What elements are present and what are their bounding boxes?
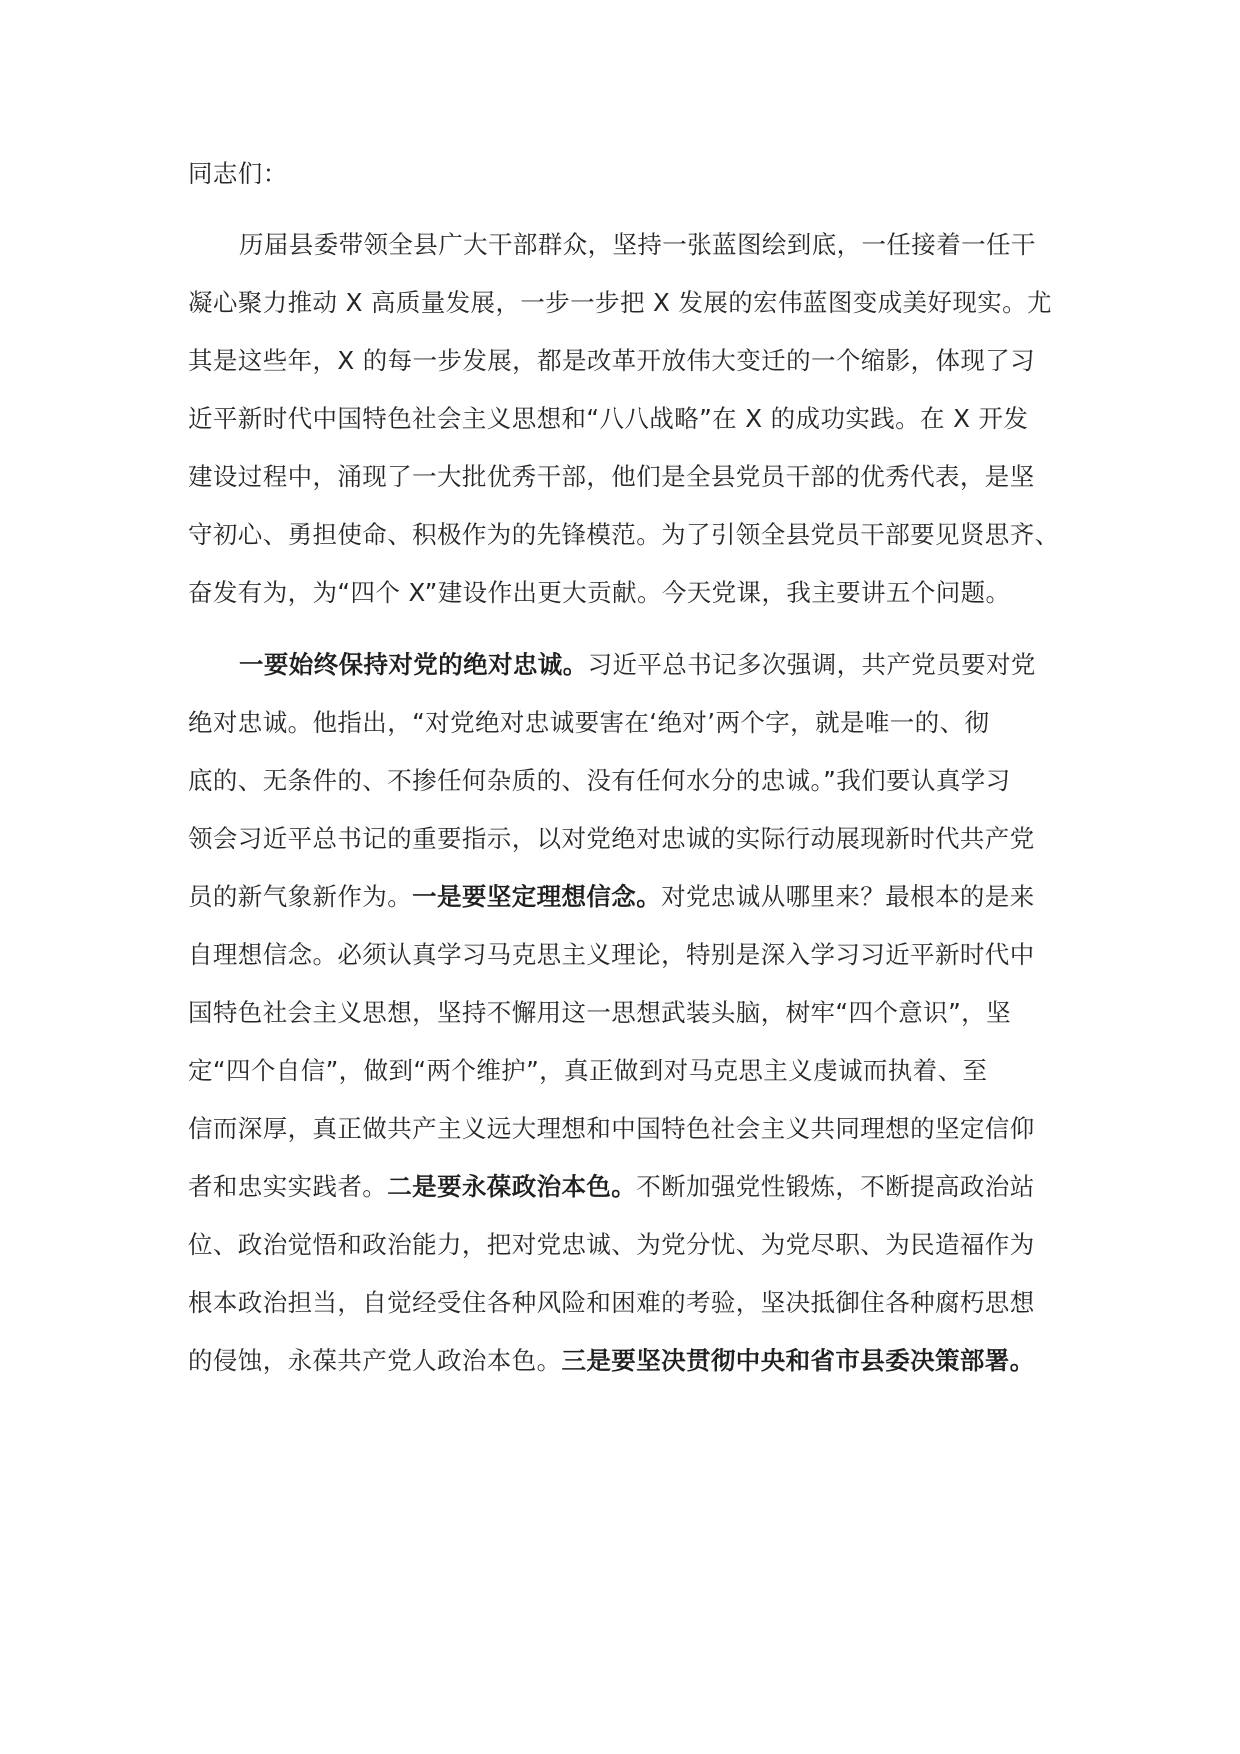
paragraph1-line1: 历届县委带领全县广大干部群众，坚持一张蓝图绘到底，一任接着一任干 bbox=[239, 230, 1036, 259]
paragraph2-line5-pre: 员的新气象新作为。 bbox=[188, 882, 413, 911]
paragraph2-line10-post: 不断加强党性锻炼，不断提高政治站 bbox=[636, 1172, 1035, 1201]
paragraph1-line2: 凝心聚力推动 X 高质量发展，一步一步把 X 发展的宏伟蓝图变成美好现实。尤 bbox=[188, 288, 1052, 317]
section-heading-loyalty: 一要始终保持对党的绝对忠诚。 bbox=[239, 650, 588, 679]
paragraph2-line6: 自理想信念。必须认真学习马克思主义理论，特别是深入学习习近平新时代中 bbox=[188, 940, 1035, 969]
paragraph2-line4: 领会习近平总书记的重要指示，以对党绝对忠诚的实际行动展现新时代共产党 bbox=[188, 824, 1035, 853]
subheading-implement-decisions: 三是要坚决贯彻中央和省市县委决策部署。 bbox=[561, 1346, 1035, 1375]
paragraph2-line8: 定“四个自信”，做到“两个维护”，真正做到对马克思主义虔诚而执着、至 bbox=[188, 1056, 988, 1085]
paragraph1-line3: 其是这些年，X 的每一步发展，都是改革开放伟大变迁的一个缩影，体现了习 bbox=[188, 346, 1036, 375]
paragraph2-line2: 绝对忠诚。他指出，“对党绝对忠诚要害在‘绝对’两个字，就是唯一的、彻 bbox=[188, 708, 990, 737]
paragraph2-line10-pre: 者和忠实实践者。 bbox=[188, 1172, 388, 1201]
paragraph2-line13 bbox=[188, 1341, 1035, 1381]
paragraph1-line4: 近平新时代中国特色社会主义思想和“八八战略”在 X 的成功实践。在 X 开发 bbox=[188, 404, 1029, 433]
paragraph2-line10 bbox=[188, 1167, 1035, 1207]
salutation: 同志们： bbox=[188, 159, 288, 188]
paragraph2-line9: 信而深厚，真正做共产主义远大理想和中国特色社会主义共同理想的坚定信仰 bbox=[188, 1114, 1035, 1143]
paragraph2-line3: 底的、无条件的、不掺任何杂质的、没有任何水分的忠诚。”我们要认真学习 bbox=[188, 766, 1011, 795]
paragraph2-line11: 位、政治觉悟和政治能力，把对党忠诚、为党分忧、为党尽职、为民造福作为 bbox=[188, 1230, 1035, 1259]
paragraph1-line7: 奋发有为，为“四个 X”建设作出更大贡献。今天党课，我主要讲五个问题。 bbox=[188, 578, 1011, 607]
subheading-political-color: 二是要永葆政治本色。 bbox=[387, 1172, 637, 1201]
paragraph2-line1 bbox=[239, 645, 1036, 685]
paragraph2-line5 bbox=[188, 877, 1035, 917]
paragraph2-line13-pre: 的侵蚀，永葆共产党人政治本色。 bbox=[188, 1346, 562, 1375]
subheading-ideals: 一是要坚定理想信念。 bbox=[412, 882, 662, 911]
paragraph2-line7: 国特色社会主义思想，坚持不懈用这一思想武装头脑，树牢“四个意识”，坚 bbox=[188, 998, 1011, 1027]
paragraph2-line12: 根本政治担当，自觉经受住各种风险和困难的考验，坚决抵御住各种腐朽思想 bbox=[188, 1288, 1035, 1317]
paragraph2-line5-post: 对党忠诚从哪里来？最根本的是来 bbox=[661, 882, 1035, 911]
paragraph1-line6: 守初心、勇担使命、积极作为的先锋模范。为了引领全县党员干部要见贤思齐、 bbox=[188, 520, 1060, 549]
paragraph2-line1-text: 习近平总书记多次强调，共产党员要对党 bbox=[587, 650, 1036, 679]
paragraph1-line5: 建设过程中，涌现了一大批优秀干部，他们是全县党员干部的优秀代表，是坚 bbox=[188, 462, 1035, 491]
